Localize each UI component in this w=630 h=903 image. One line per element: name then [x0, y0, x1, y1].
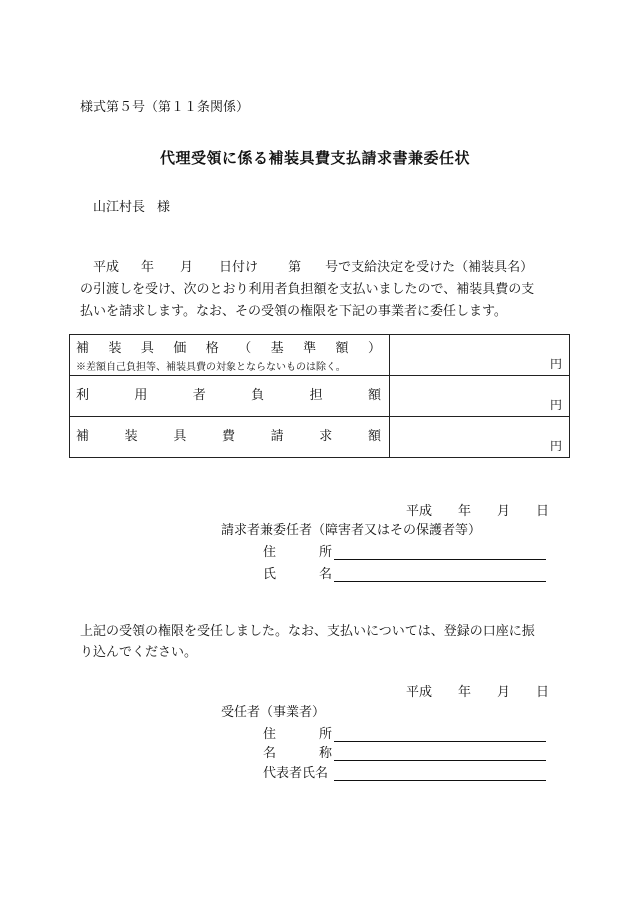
receiver-representative-field[interactable] — [334, 766, 546, 781]
claim-amount-label-cell — [70, 417, 390, 458]
intro-paragraph — [80, 257, 560, 323]
addressee-honorific: 様 — [157, 200, 171, 215]
standard-price-label-cell — [70, 335, 390, 376]
claimant-name-row — [263, 563, 546, 582]
label-char: 補 — [76, 341, 90, 356]
label-char: 具 — [140, 341, 154, 356]
day-label: 日 — [536, 504, 550, 519]
day-label: 日付け — [219, 260, 259, 275]
standard-price-label — [70, 335, 389, 356]
standard-price-note: ※差額自己負担等、補装具費の対象とならないものは除く。 — [76, 362, 346, 373]
receiver-heading: 受任者（事業者） — [221, 705, 326, 720]
yen-unit: 円 — [549, 439, 562, 453]
receiver-company-field[interactable] — [334, 746, 546, 761]
claimant-heading: 請求者兼委任者（障害者又はその保護者等） — [221, 523, 482, 538]
yen-unit: 円 — [549, 398, 562, 412]
label-char: 称 — [318, 746, 332, 761]
receiver-address-field[interactable] — [334, 727, 546, 742]
claimant-date — [406, 500, 549, 519]
claimant-address-field[interactable] — [334, 545, 546, 560]
month-label: 月 — [497, 504, 511, 519]
label-char: 用 — [134, 388, 148, 403]
label-char: 装 — [108, 341, 122, 356]
delegation-line-1: 上記の受領の権限を受任しました。なお、支払いについては、登録の口座に振 — [80, 624, 535, 639]
addressee-name: 山江村長 — [93, 200, 146, 215]
label-char: 額 — [367, 388, 381, 403]
receiver-date — [406, 681, 549, 700]
label-char: 基 — [270, 341, 284, 356]
user-burden-label-cell — [70, 376, 390, 417]
label-char: 名 — [318, 567, 332, 582]
label-char: 補 — [76, 429, 90, 444]
receiver-representative-row — [263, 762, 546, 781]
era-label: 平成 — [406, 504, 433, 519]
receiver-address-label — [263, 723, 332, 742]
label-char: 所 — [318, 727, 332, 742]
claimant-address-row — [263, 541, 546, 560]
delegation-paragraph — [80, 621, 535, 663]
label-char: 利 — [76, 388, 90, 403]
table-row — [70, 417, 570, 458]
label-char: 負 — [251, 388, 265, 403]
label-char: 者 — [192, 388, 206, 403]
receiver-company-label — [263, 742, 332, 761]
document-title: 代理受領に係る補装具費支払請求書兼委任状 — [159, 149, 470, 167]
label-char: 担 — [309, 388, 323, 403]
delegation-line-2: り込んでください。 — [80, 645, 198, 660]
intro-line-2: の引渡しを受け、次のとおり利用者負担額を支払いましたので、補装具費の支 — [80, 282, 535, 297]
table-row — [70, 376, 570, 417]
decision-text: 号で支給決定を受けた（補装具名） — [325, 260, 534, 275]
label-char: 名 — [263, 746, 277, 761]
claimant-name-field[interactable] — [334, 567, 546, 582]
label-char: 費 — [221, 429, 235, 444]
year-label: 年 — [458, 685, 472, 700]
label-char: 具 — [173, 429, 187, 444]
label-char: （ — [238, 341, 252, 356]
label-char: 準 — [303, 341, 317, 356]
user-burden-label — [70, 376, 389, 403]
claimant-name-label — [263, 563, 332, 582]
standard-price-amount-cell[interactable] — [390, 335, 570, 376]
label-char: ） — [367, 341, 381, 356]
claim-amount-amount-cell[interactable] — [390, 417, 570, 458]
yen-unit: 円 — [549, 357, 562, 371]
label-char: 求 — [319, 429, 333, 444]
era-label: 平成 — [93, 260, 120, 275]
table-row — [70, 335, 570, 376]
era-label: 平成 — [406, 685, 433, 700]
receiver-company-row — [263, 742, 546, 761]
user-burden-amount-cell[interactable] — [390, 376, 570, 417]
label-char: 住 — [263, 545, 277, 560]
receiver-address-row — [263, 723, 546, 742]
label-char: 請 — [270, 429, 284, 444]
intro-line-1 — [80, 257, 560, 279]
intro-line-3: 払いを請求します。なお、その受領の権限を下記の事業者に委任します。 — [80, 304, 507, 319]
label-char: 装 — [124, 429, 138, 444]
claimant-address-label — [263, 541, 332, 560]
addressee — [93, 196, 170, 215]
amounts-table — [69, 334, 570, 458]
month-label: 月 — [180, 260, 194, 275]
number-label: 第 — [288, 260, 302, 275]
label-char: 所 — [318, 545, 332, 560]
receiver-representative-label: 代表者氏名 — [263, 766, 329, 781]
label-char: 額 — [367, 429, 381, 444]
year-label: 年 — [458, 504, 472, 519]
label-char: 住 — [263, 727, 277, 742]
year-label: 年 — [141, 260, 155, 275]
form-number: 様式第５号（第１１条関係） — [80, 100, 250, 115]
day-label: 日 — [536, 685, 550, 700]
label-char: 価 — [173, 341, 187, 356]
label-char: 額 — [335, 341, 349, 356]
claim-amount-label — [70, 417, 389, 444]
label-char: 格 — [205, 341, 219, 356]
label-char: 氏 — [263, 567, 277, 582]
month-label: 月 — [497, 685, 511, 700]
